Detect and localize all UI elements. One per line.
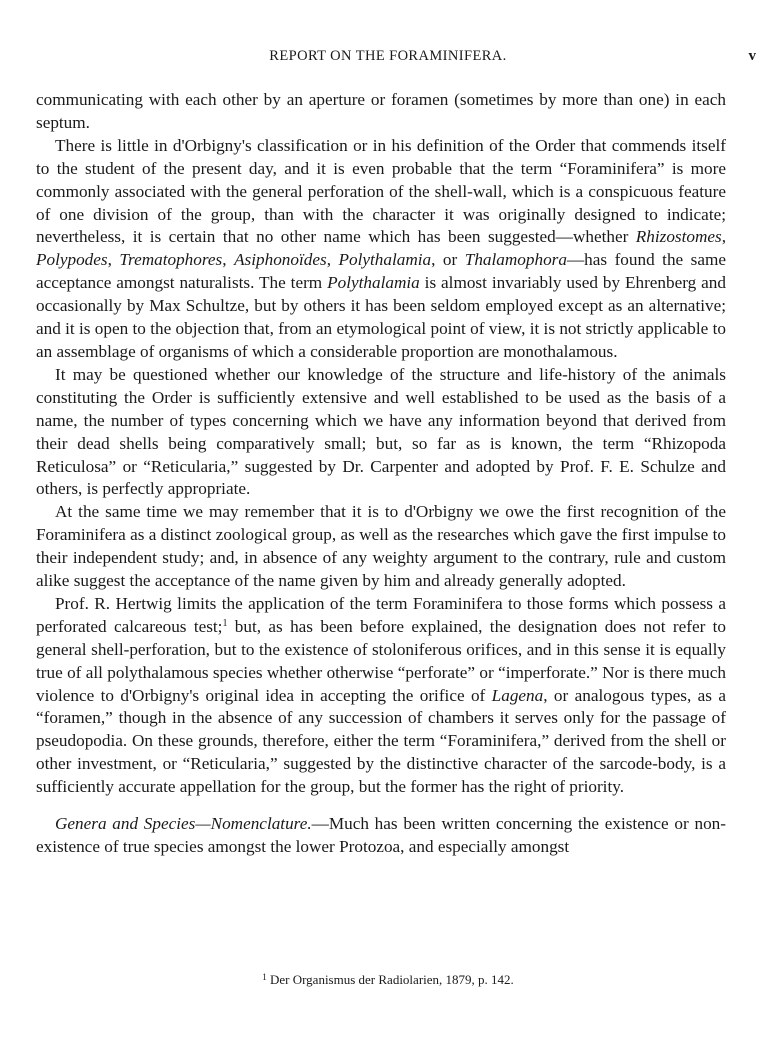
taxon-name: Rhizostomes [635,227,722,247]
paragraph-genera-species [36,813,726,859]
paragraph-text: communicating with each other by an aperture or foramen (sometimes by more than one) in each septum. [36,90,726,132]
paragraph-text: —Much has been written concerning the existence or non-existence of true species amongst the lower Protozoa, and especially amongst [36,814,726,856]
body-text [36,89,726,859]
footnote-text: Der Organismus der Radiolarien, 1879, p. 142. [269,972,514,987]
paragraph-text: There is little in d'Orbigny's classification or in his definition of the Order that commends itself to the student of the present day, and it is even probable that the term “Foraminifera” is more commonly associated with the general perforation of the shell-wall, which is a conspicuous feature of one division of the group, than with the character it was originally designed to indicate; nevertheless, it is certain that no other name which has been suggested—whether [36,135,726,247]
paragraph-text: At the same time we may remember that it is to d'Orbigny we owe the first recognition of the Foraminifera as a distinct zoological group, as well as the researches which gave the first impulse to their independent study; and, in absence of any weighty argument to the contrary, rule and custom alike suggest the acceptance of the name given by him and already generally adopted. [36,502,726,591]
paragraph-text: —has found the same acceptance amongst naturalists. The term [36,250,726,293]
paragraph-dorbigny [36,501,726,593]
taxon-name: Thalamophora [464,250,567,270]
section-heading: Genera and Species—Nomenclature. [55,814,312,834]
paragraph-text: , or analogous types, as a “foramen,” though in the absence of any succession of chambers it serves only for the passage of pseudopodia. On these grounds, therefore, either the term “Foraminifera,” derived from the shell or other investment, or “Reticularia,” suggested by the distinctive character of the sarcode-body, is a sufficiently accurate appellation for the group, but the former has the right of priority. [36,685,726,797]
footnote-reference[interactable]: 1 [222,617,228,629]
footnote-marker: 1 [262,972,267,982]
taxon-name: Lagena [491,685,544,705]
paragraph-continuation [36,89,726,135]
paragraph-hertwig [36,593,726,799]
taxon-name: Polythalamia [338,250,432,270]
paragraph-order-name: There is little in d'Orbigny's classification or in his definition of the Order that commends itself to the student of the present day, and it is even probable that the term “Foraminifera” is more commonly associated with the general perforation of the shell-wall, which is a conspicuous feature of one division of the group, than with the character it was originally designed to indicate; nevertheless, it is certain that no other name which has been suggested—whether Rhizostomes, Polypodes, Trematophores, Asiphonoïdes, Polythalamia, or Thalamophora—has found the same acceptance amongst naturalists. The term Polythalamia is almost invariably used by Ehrenberg and occasionally by Max Schultze, but by others it has been seldom employed except as an alternative; and it is open to the objection that, from an etymological point of view, it is not strictly applicable to an assemblage of organisms of which a considerable proportion are monothalamous. [36,135,726,361]
taxon-name: Asiphonoïdes [234,250,327,270]
taxon-name: Polythalamia [327,273,420,293]
paragraph-text: but, as has been before explained, the designation does not refer to general shell-perforation, but to the existence of stoloniferous orifices, and in this sense it is equally true of all polythalamous species whether otherwise “perforate” or “imperforate.” Nor is there much violence to d'Orbigny's original idea in accepting the orifice of [36,616,727,705]
footnote [0,972,776,988]
paragraph-text: Prof. R. Hertwig limits the application of the term Foraminifera to those forms which possess a perforated calcareous test; [36,593,726,636]
running-head [0,48,776,72]
paragraph-knowledge [36,364,726,501]
running-title: REPORT ON THE FORAMINIFERA. [269,48,507,64]
paragraph-text: It may be questioned whether our knowledge of the structure and life-history of the animals constituting the Order is sufficiently extensive and well established to be used as the basis of a name, the number of types concerning which we have any information beyond that derived from their dead shells being comparatively small; but, so far as is known, the term “Rhizopoda Reticulosa” or “Reticularia,” suggested by Dr. Carpenter and adopted by Prof. F. E. Schulze and others, is perfectly appropriate. [36,364,726,499]
taxon-name: Polypodes [36,250,108,270]
paragraph-text: is almost invariably used by Ehrenberg and occasionally by Max Schultze, but by others it has been seldom employed except as an alternative; and it is open to the objection that, from an etymological point of view, it is not strictly applicable to an assemblage of organisms of which a considerable proportion are monothalamous. [36,273,726,361]
taxon-name: Trematophores [119,250,223,270]
page-number: v [748,48,756,64]
